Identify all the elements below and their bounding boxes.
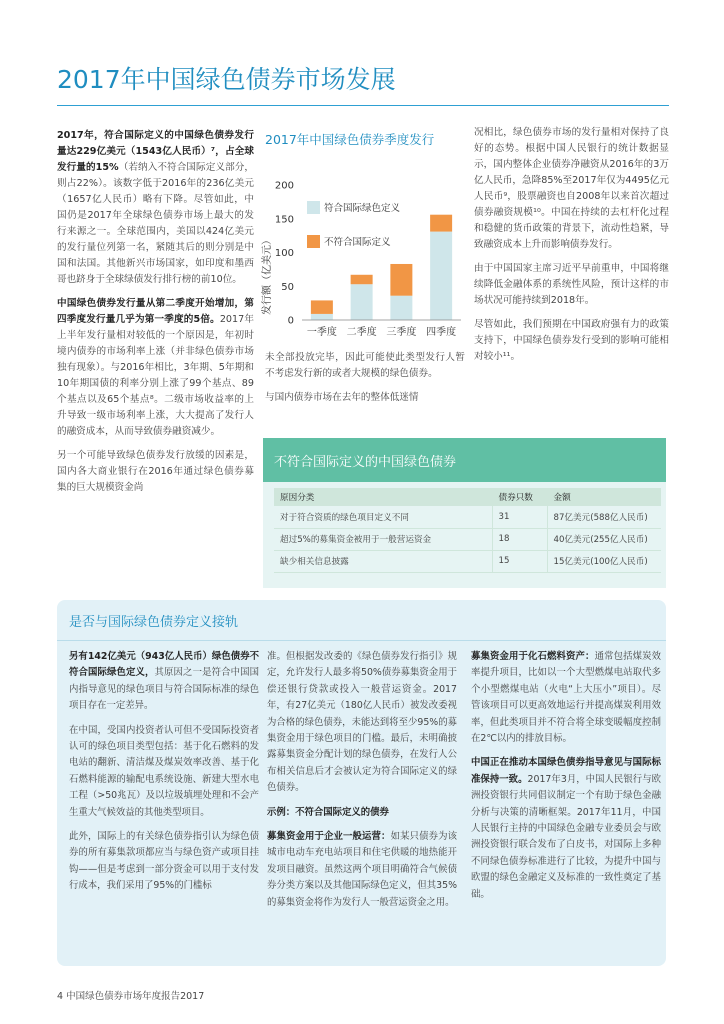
page-footer: 4 中国绿色债券市场年度报告2017 bbox=[57, 991, 205, 1002]
left-p2-lead: 中国绿色债券发行量从第二季度开始增加，第四季度发行量几乎为第一季度的5倍。 bbox=[57, 298, 254, 325]
box-c3-paragraph-1 bbox=[471, 649, 661, 747]
left-p2-body: 2017年上半年发行量相对较低的一个原因是，年初时境内债券的市场利率上涨（并非绿色债券市场独有现象）。与2016年相比，3年期、5年期和10年期国债的利率分别上涨了99个基点、89个基点以及65个基点⁸。二级市场收益率的上升导致一级市场利率上涨，大大提高了发行人的融资成本，从而导致债券融资减少。 bbox=[57, 314, 254, 437]
right-paragraph-2: 由于中国国家主席习近平早前重申，中国将继续降低金融体系的系统性风险，预计这样的市场状况可能持续到2018年。 bbox=[474, 263, 669, 306]
box-c1-p1-lead: 另有142亿美元（943亿人民币）绿色债券不符合国际绿色定义， bbox=[69, 651, 259, 679]
table-header-row bbox=[274, 488, 661, 506]
x-tick-label: 四季度 bbox=[426, 327, 457, 338]
middle-column bbox=[265, 350, 465, 414]
legend-swatch-green-compliant bbox=[307, 201, 320, 214]
right-paragraph-3: 尽管如此，我们预期在中国政府强有力的政策支持下，中国绿色债券发行受到的影响可能相对较小¹¹。 bbox=[474, 319, 669, 362]
box-column-1 bbox=[69, 649, 259, 903]
y-tick-label: 200 bbox=[274, 180, 294, 192]
middle-paragraph-2: 与国内债券市场在去年的整体低迷情 bbox=[265, 392, 419, 403]
chart-svg bbox=[256, 165, 466, 350]
box-c2-example-title: 示例：不符合国际定义的债券 bbox=[267, 806, 389, 818]
box-c2-paragraph-3 bbox=[267, 829, 457, 911]
table-row bbox=[274, 550, 661, 572]
bar-compliant-q1 bbox=[311, 314, 333, 320]
cell-reason: 超过5%的募集资金被用于一般营运资金 bbox=[274, 528, 492, 550]
left-column bbox=[57, 128, 254, 504]
box-c1-paragraph-1 bbox=[69, 649, 259, 715]
box-column-3 bbox=[471, 649, 661, 911]
left-paragraph-1 bbox=[57, 128, 254, 288]
left-paragraph-2 bbox=[57, 296, 254, 440]
bar-noncompliant-q1 bbox=[311, 300, 333, 314]
chart-ylabel: 发行额（亿美元） bbox=[262, 235, 273, 315]
box-c2-example-heading bbox=[267, 805, 457, 821]
box-c3-p2-lead: 中国正在推动本国绿色债券指导意见与国际标准保持一致。 bbox=[471, 757, 661, 785]
x-tick-label: 三季度 bbox=[386, 327, 417, 338]
y-tick-label: 100 bbox=[274, 248, 294, 259]
left-p1-lead: 2017年，符合国际定义的中国绿色债券发行量达229亿美元（1543亿人民币）⁷，占全球发行量的15% bbox=[57, 130, 254, 173]
chart-title: 2017年中国绿色债券季度发行 bbox=[265, 132, 435, 147]
left-paragraph-3: 另一个可能导致绿色债券发行放缓的因素是，国内各大商业银行在2016年通过绿色债券募集的巨大规模资金尚 bbox=[57, 450, 254, 493]
cell-reason: 对于符合资质的绿色项目定义不同 bbox=[274, 506, 492, 528]
header-count: 债券只数 bbox=[492, 488, 547, 506]
bar-noncompliant-q2 bbox=[351, 275, 373, 284]
y-tick-label: 150 bbox=[274, 214, 294, 226]
box-c2-paragraph-1: 准。但根据发改委的《绿色债券发行指引》规定，允许发行人最多将50%债券募集资金用于偿还银行贷款或投入一般营运资金。2017年，有27亿美元（180亿人民币）被发改委视为合格的绿色债券，未能达到将至少95%的募集资金用于绿色项目的门槛。最后，未明确披露募集资金分配计划的绿色债券，在发行人公布相关信息后才会被认定为符合国际定义的绿色债券。 bbox=[267, 651, 457, 794]
bar-compliant-q4 bbox=[430, 232, 452, 320]
box-c3-p1-lead: 募集资金用于化石燃料资产： bbox=[471, 651, 595, 662]
table-row bbox=[274, 528, 661, 550]
box-c1-paragraph-2: 在中国，受国内投资者认可但不受国际投资者认可的绿色项目类型包括：基于化石燃料的发电站的翻新、清洁煤及煤炭效率改善、基于化石燃料能源的输配电系统设施、新建大型水电工程（>50兆瓦）及以垃圾填埋处理和不会产生重大气候效益的其他类型项目。 bbox=[69, 724, 259, 818]
box-c1-p1-body: 其原因之一是符合中国国内指导意见的绿色项目与符合国际标准的绿色项目存在一定差异。 bbox=[69, 667, 259, 712]
cell-count: 15 bbox=[492, 550, 547, 572]
x-tick-label: 二季度 bbox=[346, 327, 377, 338]
cell-count: 18 bbox=[492, 528, 547, 550]
box-c2-p3-lead: 募集资金用于企业一般运营： bbox=[267, 831, 391, 843]
quarterly-issuance-chart bbox=[256, 165, 466, 350]
box-c1-paragraph-3: 此外，国际上的有关绿色债券指引认为绿色债券的所有募集款项都应当与绿色资产或项目挂钩——但是考虑到一部分资金可以用于支付发行成本，我们采用了95%的门槛标 bbox=[69, 831, 259, 892]
alignment-box-title: 是否与国际绿色债券定义接轨 bbox=[69, 615, 239, 630]
y-tick-label: 0 bbox=[287, 315, 294, 327]
page-title: 2017年中国绿色债券市场发展 bbox=[57, 65, 396, 94]
noncompliant-bonds-box bbox=[263, 438, 666, 588]
right-column bbox=[474, 125, 669, 373]
bar-compliant-q2 bbox=[351, 284, 373, 320]
middle-paragraph-1: 未全部投放完毕，因此可能使此类型发行人暂不考虑发行新的或者大规模的绿色债券。 bbox=[265, 352, 465, 379]
box-c3-p2-body: 2017年3月，中国人民银行与欧洲投资银行共同倡议制定一个有助于绿色金融分析与决策的清晰框架。2017年11月，中国人民银行主持的中国绿色金融专业委员会与欧洲投资银行联合发布了白皮书，对国际上多种不同绿色债券标准进行了比较，为提升中国与欧盟的绿色金融定义及标准的一致性奠定了基础。 bbox=[471, 773, 661, 900]
cell-count: 31 bbox=[492, 506, 547, 528]
left-p1-body: （若纳入不符合国际定义部分，则占22%）。该数字低于2016年的236亿美元（1657亿人民币）略有下降。尽管如此，中国仍是2017年全球绿色债券市场上最大的发行来源之一。全球范围内，美国以424亿美元的发行量位列第一名，紧随其后的则分别是中国和法国。其他新兴市场国家，如印度和墨西哥也跻身于全球绿债发行排行榜的前10位。 bbox=[57, 162, 254, 285]
header-reason: 原因分类 bbox=[274, 488, 492, 506]
bar-noncompliant-q4 bbox=[430, 215, 452, 232]
legend-label-compliant: 符合国际绿色定义 bbox=[324, 203, 401, 214]
box-c2-p3-body: 如某只债券为该城市电动车充电站项目和住宅供暖的地热能开发项目融资。虽然这两个项目明确符合气候债券分类方案以及其他国际绿色定义，但其35%的募集资金将作为发行人一般营运资金之用。 bbox=[267, 831, 457, 908]
cell-reason: 缺少相关信息披露 bbox=[274, 550, 492, 572]
cell-amount: 15亿美元(100亿人民币) bbox=[547, 550, 661, 572]
bar-compliant-q3 bbox=[390, 296, 412, 320]
noncompliant-table bbox=[274, 488, 661, 573]
header-amount: 金额 bbox=[547, 488, 661, 506]
table-row bbox=[274, 506, 661, 528]
title-divider bbox=[57, 105, 669, 106]
box-column-2 bbox=[267, 649, 457, 919]
right-paragraph-1: 况相比，绿色债券市场的发行量相对保持了良好的态势。根据中国人民银行的统计数据显示，国内整体企业债券净融资从2016年的3万亿人民币，急降85%至2017年仅为4495亿元人民币⁹，股票融资也自2008年以来首次超过债券融资规模¹⁰。中国在持续的去杠杆化过程和稳健的货币政策的背景下，流动性趋紧，导致融资成本上升而影响债券发行。 bbox=[474, 127, 669, 250]
alignment-box-divider bbox=[57, 640, 666, 641]
legend-swatch-noncompliant bbox=[307, 235, 320, 248]
noncompliant-box-header bbox=[263, 438, 666, 482]
box-c3-paragraph-2 bbox=[471, 755, 661, 903]
bar-noncompliant-q3 bbox=[390, 264, 412, 296]
y-tick-label: 50 bbox=[281, 281, 294, 293]
x-tick-label: 一季度 bbox=[306, 327, 337, 338]
top-band bbox=[0, 0, 724, 40]
box-c3-p1-body: 通常包括煤炭效率提升项目，比如以一个大型燃煤电站取代多个小型燃煤电站（火电“上大压小”项目）。尽管该项目可以更高效地运行并提高煤炭利用效率，但此类项目并不符合将全球变暖幅度控制在2℃以内的排放目标。 bbox=[471, 651, 661, 745]
cell-amount: 40亿美元(255亿人民币) bbox=[547, 528, 661, 550]
cell-amount: 87亿美元(588亿人民币) bbox=[547, 506, 661, 528]
definition-alignment-box bbox=[57, 600, 666, 966]
noncompliant-box-title: 不符合国际定义的中国绿色债券 bbox=[274, 455, 457, 470]
legend-label-noncompliant: 不符合国际定义 bbox=[324, 237, 391, 248]
